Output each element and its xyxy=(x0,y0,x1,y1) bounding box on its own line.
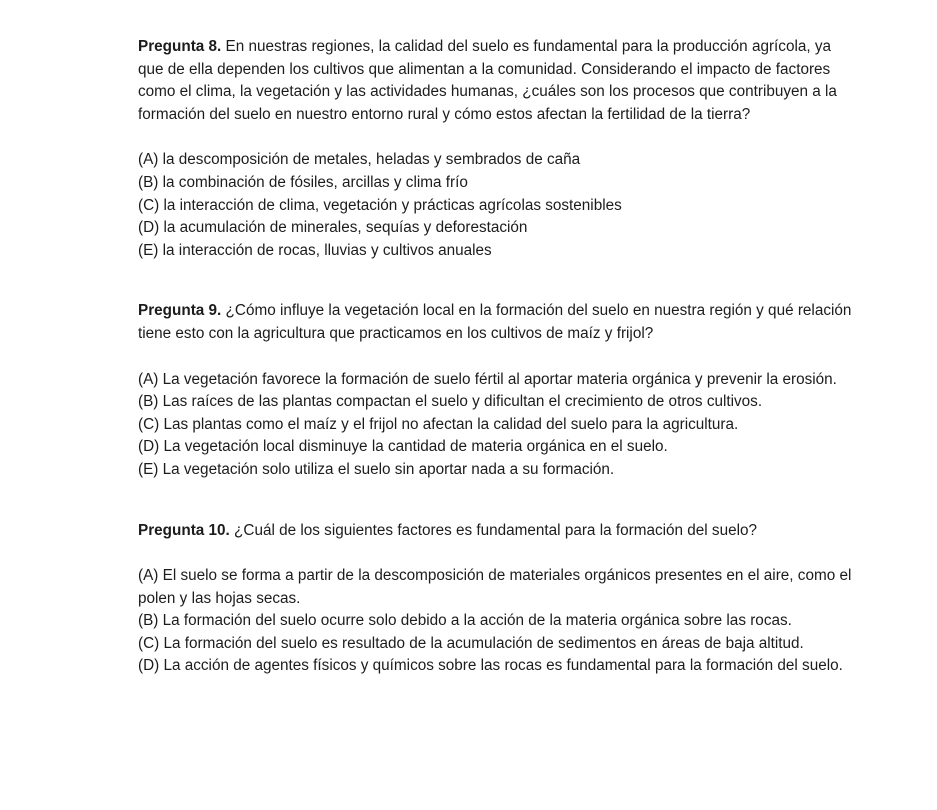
document-page xyxy=(138,36,858,678)
question-9-option-a: (A) La vegetación favorece la formación de suelo fértil al aportar materia orgánica y prevenir la erosión. xyxy=(138,370,837,388)
question-9-option-d: (D) La vegetación local disminuye la cantidad de materia orgánica en el suelo. xyxy=(138,438,668,456)
question-10-option-d: (D) La acción de agentes físicos y químicos sobre las rocas es fundamental para la formación del suelo. xyxy=(138,657,843,675)
question-8-option-a: (A) la descomposición de metales, heladas y sembrados de caña xyxy=(138,151,581,169)
question-8-text xyxy=(138,36,858,126)
question-9 xyxy=(138,300,858,481)
question-10-text xyxy=(138,520,858,543)
question-8-body: En nuestras regiones, la calidad del suelo es fundamental para la producción agrícola, ya que de ella dependen los cultivos que alimentan a la comunidad. Considerando el impacto de factores como el clima, la vegetación y las actividades humanas, ¿cuáles son los procesos que contribuyen a la formación del suelo en nuestro entorno rural y cómo estos afectan la fertilidad de la tierra? xyxy=(138,38,837,123)
question-9-option-c: (C) Las plantas como el maíz y el frijol no afectan la calidad del suelo para la agricultura. xyxy=(138,415,739,433)
question-10-body: ¿Cuál de los siguientes factores es fundamental para la formación del suelo? xyxy=(229,521,758,539)
question-8 xyxy=(138,36,858,262)
question-9-option-b: (B) Las raíces de las plantas compactan el suelo y dificultan el crecimiento de otros cultivos. xyxy=(138,393,763,411)
question-9-options xyxy=(138,369,858,482)
question-9-label: Pregunta 9. xyxy=(138,302,222,320)
question-8-option-b: (B) la combinación de fósiles, arcillas y clima frío xyxy=(138,173,468,191)
question-10-option-a: (A) El suelo se forma a partir de la descomposición de materiales orgánicos presentes en el aire, como el polen y las hojas secas. xyxy=(138,567,852,607)
question-9-body: ¿Cómo influye la vegetación local en la formación del suelo en nuestra región y qué relación tiene esto con la agricultura que practicamos en los cultivos de maíz y frijol? xyxy=(138,302,852,342)
question-10-option-b: (B) La formación del suelo ocurre solo debido a la acción de la materia orgánica sobre las rocas. xyxy=(138,612,792,630)
question-9-text xyxy=(138,300,858,345)
question-8-option-d: (D) la acumulación de minerales, sequías y deforestación xyxy=(138,219,528,237)
question-10 xyxy=(138,520,858,679)
question-10-option-c: (C) La formación del suelo es resultado de la acumulación de sedimentos en áreas de baja altitud. xyxy=(138,634,804,652)
question-9-option-e: (E) La vegetación solo utiliza el suelo sin aportar nada a su formación. xyxy=(138,460,615,478)
question-8-options xyxy=(138,149,858,262)
question-10-options xyxy=(138,565,858,678)
question-10-label: Pregunta 10. xyxy=(138,521,230,539)
question-8-option-c: (C) la interacción de clima, vegetación y prácticas agrícolas sostenibles xyxy=(138,196,622,214)
question-8-option-e: (E) la interacción de rocas, lluvias y cultivos anuales xyxy=(138,241,492,259)
question-8-label: Pregunta 8. xyxy=(138,38,222,55)
